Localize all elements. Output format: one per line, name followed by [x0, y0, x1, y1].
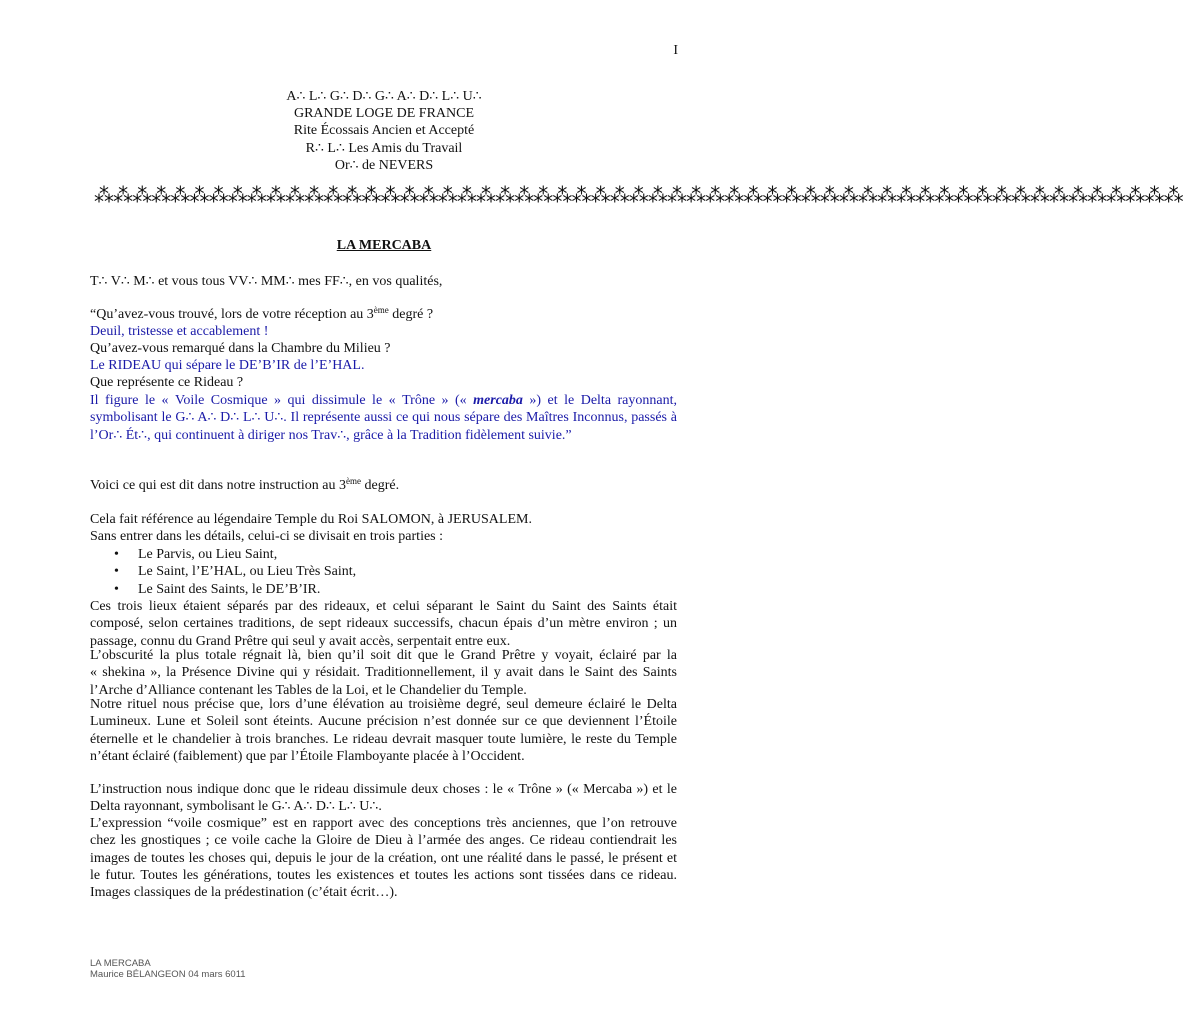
question-2: Qu’avez-vous remarqué dans la Chambre du Milieu ?	[90, 341, 391, 356]
instruction-superscript: ème	[345, 476, 361, 486]
question-1-superscript: ème	[373, 305, 389, 315]
temple-parts-intro: Sans entrer dans les détails, celui-ci se divisait en trois parties :	[90, 529, 444, 544]
instruction-line	[90, 478, 399, 494]
answer-3-end: ») et le Delta rayonnant, symbolisant le G∴ A∴ D∴ L∴ U∴. Il représente aussi ce qui nous sépare des Maîtres Inconnus, passés à l’Or∴ Ét∴, qui continuent à diriger nos Trav∴, grâce à la Tradition fidèlement suivie.”	[90, 393, 677, 443]
star-separator: ⁂⁂⁂⁂⁂⁂⁂⁂⁂⁂⁂⁂⁂⁂⁂⁂⁂⁂⁂⁂⁂⁂⁂⁂⁂⁂⁂⁂⁂⁂⁂⁂⁂⁂⁂⁂⁂⁂⁂⁂⁂⁂⁂⁂⁂⁂⁂⁂⁂⁂⁂⁂⁂⁂⁂⁂⁂	[94, 185, 1183, 207]
lodge-abbreviation: A∴ L∴ G∴ D∴ G∴ A∴ D∴ L∴ U∴	[286, 89, 482, 104]
rite-name: Rite Écossais Ancien et Accepté	[293, 123, 475, 138]
instruction-text: Voici ce qui est dit dans notre instruction au 3	[90, 478, 346, 493]
lodge-name: R∴ L∴ Les Amis du Travail	[305, 141, 463, 156]
question-3: Que représente ce Rideau ?	[90, 375, 244, 390]
list-item: • Le Parvis, ou Lieu Saint,	[114, 546, 356, 563]
list-item: • Le Saint des Saints, le DE’B’IR.	[114, 581, 356, 598]
grand-lodge-name: GRANDE LOGE DE FRANCE	[293, 106, 475, 121]
document-title-text: LA MERCABA	[336, 238, 432, 253]
temple-parts-list	[114, 546, 356, 598]
answer-3-text: Il figure le « Voile Cosmique » qui dissimule le « Trône » («	[90, 393, 474, 408]
temple-reference: Cela fait référence au légendaire Temple du Roi SALOMON, à JERUSALEM.	[90, 512, 532, 527]
orient-name: Or∴ de NEVERS	[334, 158, 434, 173]
paragraph-expression: L’expression “voile cosmique” est en rapport avec des conceptions très anciennes, que l’on retrouve chez les gnostiques ; ce voile cache la Gloire de Dieu à l’armée des anges. Ce rideau contiendrait les images de toutes les choses qui, depuis le jour de la création, ont une réalité dans le passé, le présent et le futur. Toutes les générations, toutes les existences et toutes les actions sont tissées dans ce rideau. Images classiques de la prédestination (c’était écrit…).	[90, 816, 677, 901]
answer-3-mercaba: mercaba	[473, 393, 523, 408]
list-item: • Le Saint, l’E’HAL, ou Lieu Très Saint,	[114, 563, 356, 580]
question-1	[90, 307, 433, 323]
answer-1: Deuil, tristesse et accablement !	[90, 324, 269, 339]
salutation: T∴ V∴ M∴ et vous tous VV∴ MM∴ mes FF∴, en vos qualités,	[90, 274, 443, 289]
paragraph-obscurity: L’obscurité la plus totale régnait là, bien qu’il soit dit que le Grand Prêtre y voyait, éclairé par la « shekina », la Présence Divine qui y résidait. Traditionnellement, il y avait dans le Saint des Saints l’Arche d’Alliance contenant les Tables de la Loi, et le Chandelier du Temple.	[90, 648, 677, 698]
question-1-end: degré ?	[388, 307, 434, 322]
paragraph-ritual: Notre rituel nous précise que, lors d’une élévation au troisième degré, seul demeure éclairé le Delta Lumineux. Lune et Soleil sont éteints. Aucune précision n’est donnée sur ce que deviennent l’Étoile éternelle et le chandelier à trois branches. Le rideau devrait masquer toute lumière, le reste du Temple n’étant éclairé (faiblement) que par l’Étoile Flamboyante placée à l’Occident.	[90, 697, 677, 764]
document-title	[0, 238, 768, 254]
page-number: I	[673, 43, 678, 58]
instruction-end: degré.	[360, 478, 400, 493]
answer-3	[90, 392, 677, 444]
paragraph-instruction: L’instruction nous indique donc que le rideau dissimule deux choses : le « Trône » (« Mercaba ») et le Delta rayonnant, symbolisant le G∴ A∴ D∴ L∴ U∴.	[90, 782, 677, 815]
footer-title: LA MERCABA	[90, 958, 151, 969]
answer-2: Le RIDEAU qui sépare le DE’B’IR de l’E’HAL.	[90, 358, 365, 373]
question-1-text: “Qu’avez-vous trouvé, lors de votre réception au 3	[90, 307, 374, 322]
footer-author-date: Maurice BÉLANGEON 04 mars 6011	[90, 969, 246, 980]
paragraph-curtains: Ces trois lieux étaient séparés par des rideaux, et celui séparant le Saint du Saint des Saints était composé, selon certaines traditions, de sept rideaux successifs, chacun épais d’un mètre environ ; un passage, connu du Grand Prêtre qui seul y avait accès, serpentait entre eux.	[90, 599, 677, 649]
